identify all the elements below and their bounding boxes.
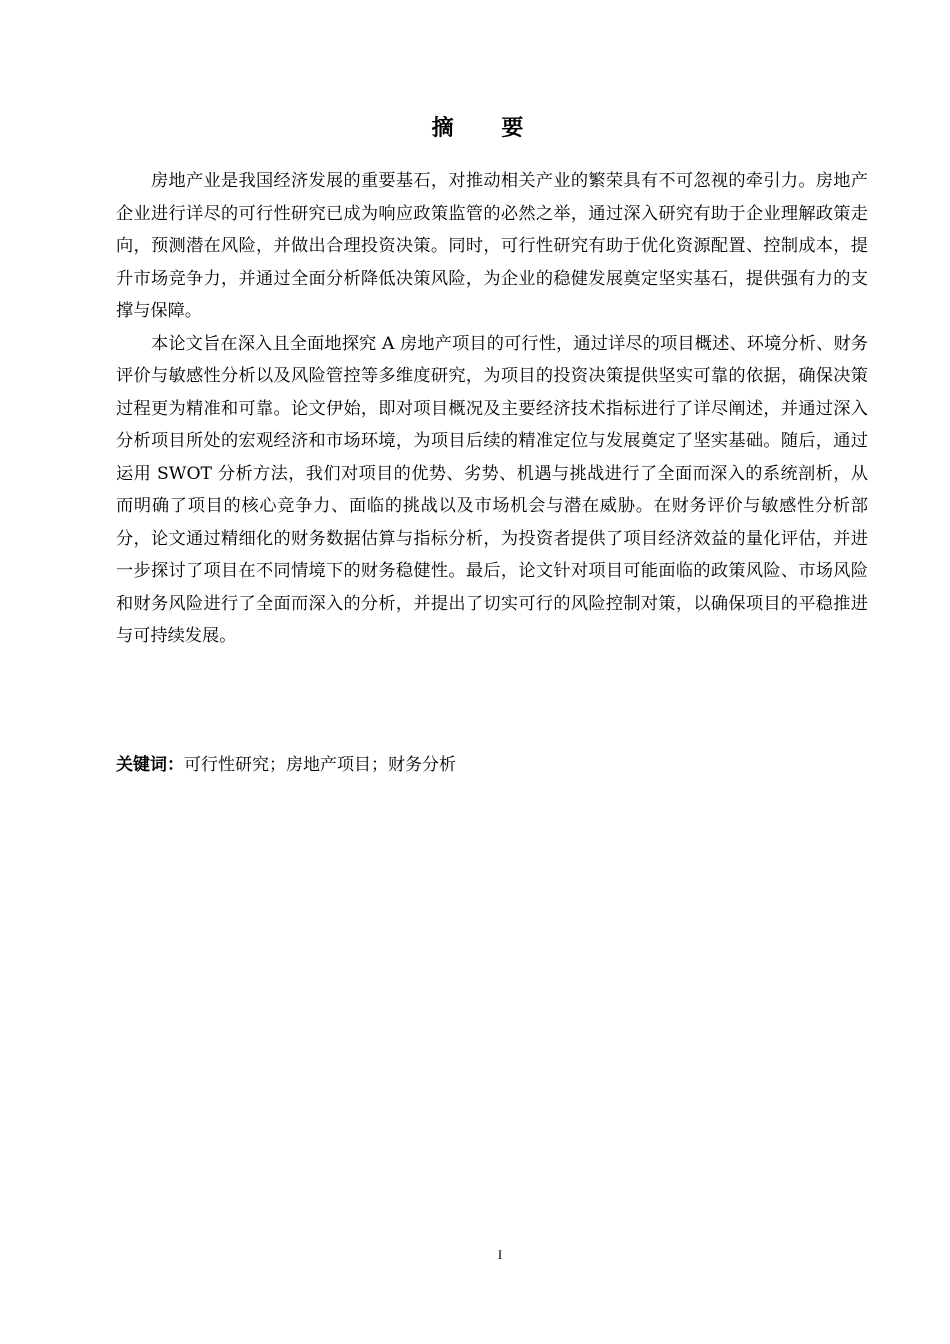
keywords-line [116,750,868,780]
page-number: I [497,1247,503,1262]
abstract-body [116,165,868,653]
page-title: 摘 要 [431,116,544,141]
abstract-paragraph-1: 房地产业是我国经济发展的重要基石，对推动相关产业的繁荣具有不可忽视的牵引力。房地产企业进行详尽的可行性研究已成为响应政策监管的必然之举，通过深入研究有助于企业理解政策走向，预测潜在风险，并做出合理投资决策。同时，可行性研究有助于优化资源配置、控制成本，提升市场竞争力，并通过全面分析降低决策风险，为企业的稳健发展奠定坚实基石，提供强有力的支撑与保障。 [116,171,868,321]
abstract-paragraph-2: 本论文旨在深入且全面地探究 A 房地产项目的可行性，通过详尽的项目概述、环境分析、财务评价与敏感性分析以及风险管控等多维度研究，为项目的投资决策提供坚实可靠的依据，确保决策过程更为精准和可靠。论文伊始，即对项目概况及主要经济技术指标进行了详尽阐述，并通过深入分析项目所处的宏观经济和市场环境，为项目后续的精准定位与发展奠定了坚实基础。随后，通过运用 SWOT 分析方法，我们对项目的优势、劣势、机遇与挑战进行了全面而深入的系统剖析，从而明确了项目的核心竞争力、面临的挑战以及市场机会与潜在威胁。在财务评价与敏感性分析部分，论文通过精细化的财务数据估算与指标分析，为投资者提供了项目经济效益的量化评估，并进一步探讨了项目在不同情境下的财务稳健性。最后，论文针对项目可能面临的政策风险、市场风险和财务风险进行了全面而深入的分析，并提出了切实可行的风险控制对策，以确保项目的平稳推进与可持续发展。 [116,333,868,646]
keywords-text: 可行性研究；房地产项目；财务分析 [184,755,456,775]
keywords-label: 关键词： [116,755,184,775]
